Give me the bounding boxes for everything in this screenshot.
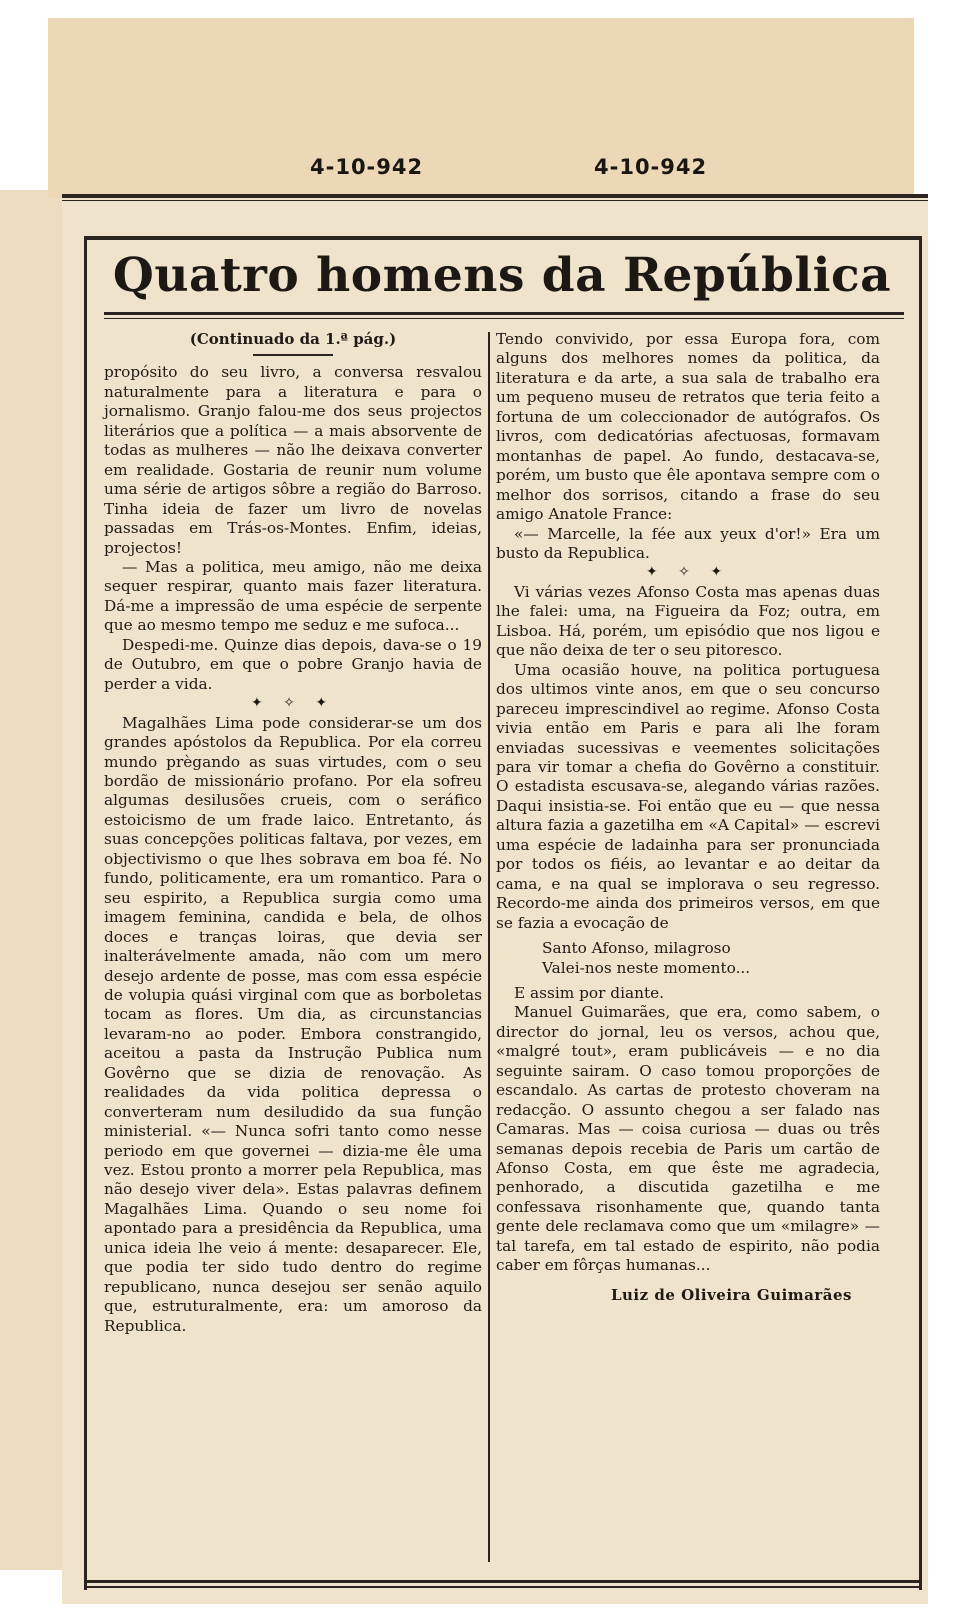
short-rule	[253, 354, 333, 356]
headline-rule-thin	[104, 318, 904, 319]
paragraph: Uma ocasião houve, na politica portuguesa dos ultimos vinte anos, em que o seu concurso pareceu imprescindivel ao regime. Afonso Costa vivia então em Paris e para ali lhe foram enviadas sucessivas e veementes solicitações para vir tomar a chefia do Govêrno a constituir. O estadista escusava-se, alegando várias razões. Daqui insistia-se. Foi então que eu — que nessa altura fazia a gazetilha em «A Capital» — escrevi uma espécie de ladainha para ser pronunciada por todos os fiéis, ao levantar e ao deitar da cama, e na qual se implorava o seu regresso. Recordo-me ainda dos primeiros versos, em que se fazia a evocação de	[496, 660, 880, 932]
paragraph: «— Marcelle, la fée aux yeux d'or!» Era um busto da Republica.	[496, 524, 880, 562]
frame-bottom-border-thin	[84, 1586, 922, 1588]
paragraph: Vi várias vezes Afonso Costa mas apenas duas lhe falei: uma, na Figueira da Foz; outra, em Lisboa. Há, porém, um episódio que nos ligou e que não deixa de ter o seu pitoresco.	[496, 582, 880, 660]
paragraph: Magalhães Lima pode considerar-se um dos grandes apóstolos da Republica. Por ela correu mundo prègando as suas virtudes, com o seu bordão de missionário profano. Por ela sofreu algumas desilusões crueis, com o seráfico estoicismo de um frade laico. Entretanto, ás suas concepções politicas faltava, por vezes, em objectivismo o que lhes sobrava em boa fé. No fundo, politicamente, era um romantico. Para o seu espirito, a Republica surgia como uma imagem feminina, candida e bela, de olhos doces e tranças loiras, que devia ser inalterávelmente amada, não com um mero desejo ardente de posse, mas com essa espécie de volupia quási virginal com que as borboletas tocam as flores. Um dia, as circunstancias levaram-no ao poder. Embora constrangido, aceitou a pasta da Instrução Publica num Govêrno que se dizia de renovação. As realidades da vida politica depressa o converteram num desiludido da sua função ministerial. «— Nunca sofri tanto como nesse periodo em que governei — dizia-me êle uma vez. Estou pronto a morrer pela Republica, mas não desejo viver dela». Estas palavras definem Magalhães Lima. Quando o seu nome foi apontado para a presidência da Republica, uma unica ideia lhe veio á mente: desaparecer. Ele, que podia ter sido tudo dentro do regime republicano, nunca desejou ser senão aquilo que, estruturalmente, era: um amoroso da Republica.	[104, 713, 482, 1335]
headline: Quatro homens da República	[112, 248, 892, 303]
top-rule-thin	[62, 200, 928, 201]
paragraph: — Mas a politica, meu amigo, não me deixa sequer respirar, quanto mais fazer literatura. Dá-me a impressão de uma espécie de serpente que ao mesmo tempo me seduz e me sufoca...	[104, 557, 482, 635]
paragraph: Tendo convivido, por essa Europa fora, com alguns dos melhores nomes da politica, da literatura e da arte, a sua sala de trabalho era um pequeno museu de retratos que teria feito a fortuna de um coleccionador de autógrafos. Os livros, com dedicatórias afectuosas, formavam montanhas de papel. Ao fundo, destacava-se, porém, um busto que êle apontava sempre com o melhor dos sorrisos, citando a frase do seu amigo Anatole France:	[496, 330, 880, 524]
right-column	[496, 330, 880, 1305]
clipping-top-strip	[48, 18, 914, 198]
verse-line: Valei-nos neste momento...	[542, 958, 751, 977]
paragraph: Manuel Guimarães, que era, como sabem, o director do jornal, leu os versos, achou que, «malgré tout», eram publicáveis — e no dia seguinte sairam. O caso tomou proporções de escandalo. As cartas de protesto choveram na redacção. O assunto chegou a ser falado nas Camaras. Mas — coisa curiosa — duas ou três semanas depois recebia de Paris um cartão de Afonso Costa, em que êste me agradecia, penhorado, a discutida gazetilha e me confessava risonhamente que, quando tanta gente dele reclamava como que um «milagre» — tal tarefa, em tal estado de espirito, não podia caber em fôrças humanas...	[496, 1003, 880, 1275]
paragraph: Despedi-me. Quinze dias depois, dava-se o 19 de Outubro, em que o pobre Granjo havia de perder a vida.	[104, 635, 482, 693]
paragraph: propósito do seu livro, a conversa resvalou naturalmente para a literatura e para o jornalismo. Granjo falou-me dos seus projectos literários que a política — a mais absorvente de todas as mulheres — não lhe deixava converter em realidade. Gostaria de reunir num volume uma série de artigos sôbre a região do Barroso. Tinha ideia de fazer um livro de novelas passadas em Trás-os-Montes. Enfim, ideias, projectos!	[104, 363, 482, 557]
continuation-note: (Continuado da 1.ª pág.)	[189, 330, 397, 348]
author-signature: Luiz de Oliveira Guimarães	[610, 1285, 852, 1304]
headline-rule	[104, 312, 904, 315]
frame-bottom-border	[84, 1580, 922, 1583]
paragraph: E assim por diante.	[514, 983, 665, 1002]
top-rule	[62, 194, 928, 198]
verse-line: Santo Afonso, milagroso	[542, 939, 731, 958]
date-left: 4-10-942	[310, 155, 424, 179]
left-column	[104, 330, 482, 1336]
ornament-divider: ✦ ✧ ✦	[645, 564, 731, 581]
date-right: 4-10-942	[594, 155, 708, 179]
ornament-divider: ✦ ✧ ✦	[250, 695, 336, 712]
column-divider	[488, 332, 490, 1562]
verse-quote	[496, 939, 880, 978]
